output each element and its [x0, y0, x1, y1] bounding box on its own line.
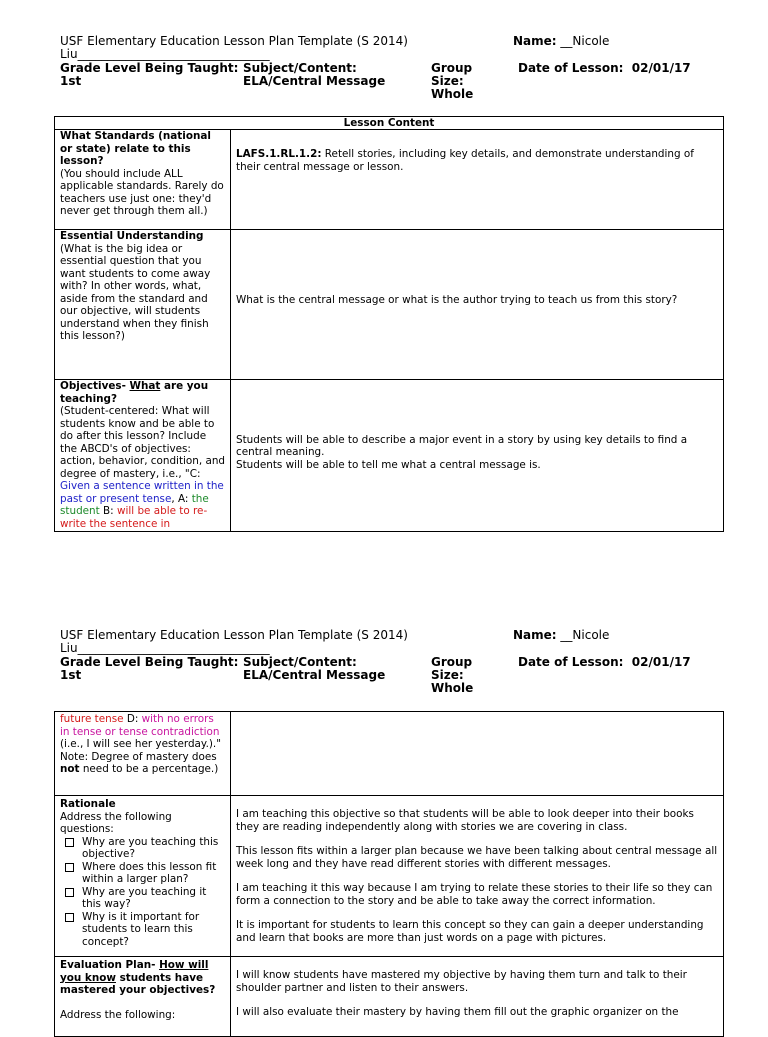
subject-label: Subject/Content:	[243, 61, 357, 75]
essential-help: (What is the big idea or essential question that you want students to come away with? In other words, what, aside from the standard and our objective, will students understand when they finish this lesson?)	[60, 242, 211, 342]
grade-label: Grade Level Being Taught:	[60, 61, 239, 75]
checkbox-icon	[65, 863, 74, 872]
objectives-audience: the student	[60, 492, 209, 517]
rationale-paragraph: It is important for students to learn this concept so they can gain a deeper understanding and learn that books are more than just words on a page with pictures.	[236, 919, 704, 944]
list-item: Where does this lesson fit within a larger plan?	[65, 861, 225, 886]
checkbox-icon	[65, 913, 74, 922]
grade-label-2: Grade Level Being Taught:	[60, 655, 239, 669]
objectives-behavior-cont: future tense	[60, 713, 124, 725]
objectives-condition: Given a sentence written in the past or present tense	[60, 480, 224, 505]
objectives-question-cell: Objectives- What are you teaching? (Student-centered: What will students know and be able to do after this lesson? Include the ABCD's of objectives: action, behavior, condition, and degree of mastery, i.e., "C: Given a sentence written in the past or present tense, A: the student B: will be able to re-write the sentence in	[55, 380, 231, 532]
checkbox-icon	[65, 838, 74, 847]
evaluation-answer-cell	[231, 957, 724, 1037]
group-label-2b: Size:	[431, 668, 464, 682]
date-label: Date of Lesson:	[518, 61, 624, 75]
objectives-degree: with no errors in tense or tense contradiction	[60, 713, 220, 738]
rationale-paragraph: I am teaching it this way because I am trying to relate these stories to their life so they can form a connection to the story and be able to take away the correct information.	[236, 882, 713, 907]
objectives-continued-cell: future tense D: with no errors in tense or tense contradiction (i.e., I will see her yesterday.)." Note: Degree of mastery does not need to be a percentage.)	[55, 712, 231, 796]
template-title-2: USF Elementary Education Lesson Plan Template (S 2014)	[60, 628, 408, 642]
objectives-question: Objectives- What are you teaching?	[60, 380, 209, 405]
date-value: 02/01/17	[631, 61, 691, 75]
subject-value: ELA/Central Message	[243, 74, 386, 88]
rationale-question-cell	[55, 796, 231, 957]
objectives-example: (i.e., I will see her yesterday.)."	[60, 738, 222, 750]
lesson-content-table-2	[54, 711, 724, 1037]
grade-value-2: 1st	[60, 668, 82, 682]
standards-code: LAFS.1.RL.1.2:	[236, 148, 322, 160]
date-field-2: Date of Lesson: 02/01/17	[518, 655, 691, 669]
objectives-answer-1: Students will be able to describe a major event in a story by using key details to find a central meaning.	[236, 433, 688, 459]
grade-value: 1st	[60, 74, 82, 88]
essential-answer-cell	[231, 230, 724, 380]
essential-question-cell	[55, 230, 231, 380]
list-item: Why are you teaching this objective?	[65, 836, 225, 861]
name-field-2: Name: __Nicole	[513, 628, 610, 642]
mastery-note: Note: Degree of mastery does not need to be a percentage.)	[60, 750, 219, 775]
name-wrap-2: Liu________________________________	[60, 641, 270, 655]
template-title: USF Elementary Education Lesson Plan Template (S 2014)	[60, 34, 408, 48]
standards-text: Retell stories, including key details, and demonstrate understanding of their central message or lesson.	[236, 148, 694, 173]
date-field	[518, 62, 691, 75]
subject-label-2: Subject/Content:	[243, 655, 357, 669]
group-value-2: Whole	[431, 681, 474, 695]
rationale-paragraph: I am teaching this objective so that students will be able to look deeper into their books they are reading independently along with stories we are covering in class.	[236, 808, 694, 833]
group-value: Whole	[431, 87, 474, 101]
rationale-answer-cell	[231, 796, 724, 957]
subject-value-2: ELA/Central Message	[243, 668, 386, 682]
rationale-question-list	[60, 836, 225, 949]
objectives-answer-cell	[231, 380, 724, 532]
standards-question-cell	[55, 130, 231, 230]
standards-answer-cell	[231, 130, 724, 230]
name-field	[513, 35, 609, 48]
name-value: __Nicole	[556, 34, 610, 48]
evaluation-question: Evaluation Plan- How will you know students have mastered your objectives?	[60, 959, 216, 996]
evaluation-answer-1: I will know students have mastered my objective by having them turn and talk to their shoulder partner and listen to their answers.	[236, 969, 687, 994]
group-label-2a: Group	[431, 655, 473, 669]
rationale-intro: Address the following questions:	[60, 810, 172, 835]
evaluation-question-cell	[55, 957, 231, 1037]
rationale-paragraph: This lesson fits within a larger plan because we have been talking about central message all week long and they have read different stories with different messages.	[236, 845, 718, 870]
evaluation-intro: Address the following:	[60, 1009, 176, 1021]
rationale-heading: Rationale	[60, 798, 116, 810]
objectives-behavior: will be able to re-write the sentence in	[60, 505, 208, 530]
name-wrap: Liu________________________________	[60, 47, 270, 61]
lesson-content-heading: Lesson Content	[55, 117, 724, 130]
objectives-continued-answer-cell	[231, 712, 724, 796]
standards-help: (You should include ALL applicable standards. Rarely do teachers use just one: they'd never get through them all.)	[60, 167, 224, 217]
essential-answer: What is the central message or what is the author trying to teach us from this story?	[236, 294, 678, 307]
group-label-2: Size:	[431, 74, 464, 88]
lesson-content-table	[54, 116, 724, 532]
standards-question: What Standards (national or state) relate to this lesson?	[60, 130, 211, 167]
group-label-1: Group	[431, 61, 473, 75]
objectives-help: (Student-centered: What will students know and be able to do after this lesson? Include the ABCD's of objectives: action, behavior, condition, and degree of mastery, i.e., "C:	[60, 405, 225, 480]
name-label: Name:	[513, 34, 557, 48]
checkbox-icon	[65, 888, 74, 897]
essential-question: Essential Understanding	[60, 230, 204, 242]
evaluation-answer-2: I will also evaluate their mastery by having them fill out the graphic organizer on the	[236, 1006, 679, 1018]
list-item: Why are you teaching it this way?	[65, 886, 225, 911]
list-item: Why is it important for students to learn this concept?	[65, 911, 225, 949]
objectives-answer-2: Students will be able to tell me what a central message is.	[236, 458, 541, 471]
